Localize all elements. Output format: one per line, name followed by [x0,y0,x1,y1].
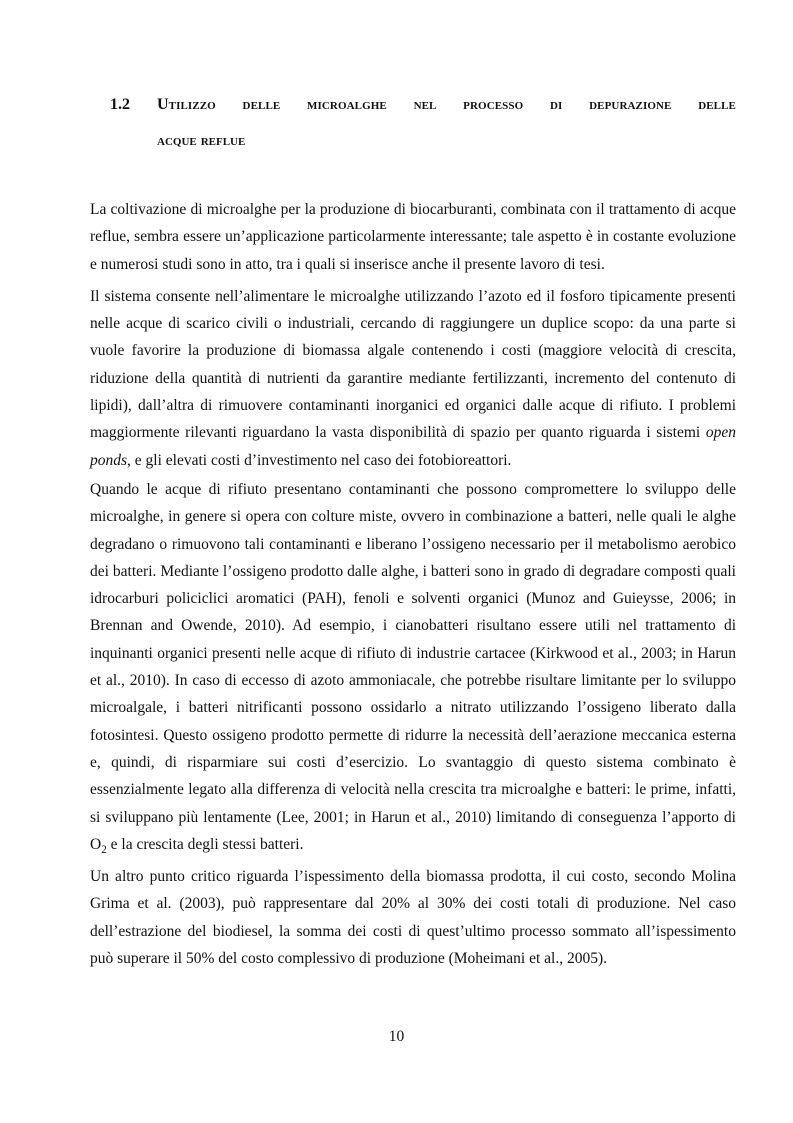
paragraph-2-emphasis: open ponds [90,424,736,469]
paragraph-2-text-a: Il sistema consente nell’alimentare le microalghe utilizzando l’azoto ed il fosforo tipicamente presenti nelle acque di scarico civili o industriali, cercando di raggiungere un duplice scopo: da una parte si vuole favorire la produzione di biomassa algale contenendo i costi (maggiore velocità di crescita, riduzione della quantità di nutrienti da garantire mediante fertilizzanti, incremento del contenuto di lipidi), dall’altra di rimuovere contaminanti inorganici ed organici dalle acque di rifiuto. I problemi maggiormente rilevanti riguardano la vasta disponibilità di spazio per quanto riguarda i sistemi [90,287,736,442]
section-title-line-1: Utilizzo delle microalghe nel processo di depurazione delle [157,96,736,113]
paragraph-3-text-b: e la crescita degli stessi batteri. [106,835,304,853]
page-number: 10 [388,1028,405,1045]
paragraph-1: La coltivazione di microalghe per la produzione di biocarburanti, combinata con il trattamento di acque reflue, sembra essere un’applicazione particolarmente interessante; tale aspetto è in costante evoluzione e numerosi studi sono in atto, tra i quali si inserisce anche il presente lavoro di tesi. [90,201,736,273]
paragraph-3-text-a: Quando le acque di rifiuto presentano contaminanti che possono compromettere lo sviluppo delle microalghe, in genere si opera con colture miste, ovvero in combinazione a batteri, nelle quali le alghe degradano o rimuovono tali contaminanti e liberano l’ossigeno necessario per il metabolismo aerobico dei batteri. Mediante l’ossigeno prodotto dalle alghe, i batteri sono in grado di degradare composti quali idrocarburi policiclici aromatici (PAH), fenoli e solventi organici (Munoz and Guieysse, 2006; in Brennan and Owende, 2010). Ad esempio, i cianobatteri risultano essere utili nel trattamento di inquinanti organici presenti nelle acque di rifiuto di industrie cartacee (Kirkwood et al., 2003; in Harun et al., 2010). In caso di eccesso di azoto ammoniacale, che potrebbe risultare limitante per lo sviluppo microalgale, i batteri nitrificanti possono ossidarlo a nitrato utilizzando l’ossigeno liberato dalla fotosintesi. Questo ossigeno prodotto permette di ridurre la necessità dell’aerazione meccanica esterna e, quindi, di risparmiare sui costi d’esercizio. Lo svantaggio di questo sistema combinato è essenzialmente legato alla differenza di velocità nella crescita tra microalghe e batteri: le prime, infatti, si sviluppano più lentamente (Lee, 2001; in Harun et al., 2010) limitando di conseguenza l’apporto di O [90,480,736,853]
paragraph-2 [90,283,736,474]
paragraph-4: Un altro punto critico riguarda l’ispessimento della biomassa prodotta, il cui costo, secondo Molina Grima et al. (2003), può rappresentare dal 20% al 30% dei costi totali di produzione. Nel caso dell’estrazione del biodiesel, la somma dei costi di quest’ultimo processo sommato all’ispessimento può superare il 50% del costo complessivo di produzione (Moheimani et al., 2005). [90,868,736,968]
body-text [90,196,736,977]
paragraph-3-subscript: 2 [101,843,107,856]
paragraph-3 [90,476,736,858]
paragraph-2-text-b: , e gli elevati costi d’investimento nel caso dei fotobioreattori. [127,451,512,469]
section-title-line-2: acque reflue [157,132,246,149]
section-number: 1.2 [110,96,130,113]
